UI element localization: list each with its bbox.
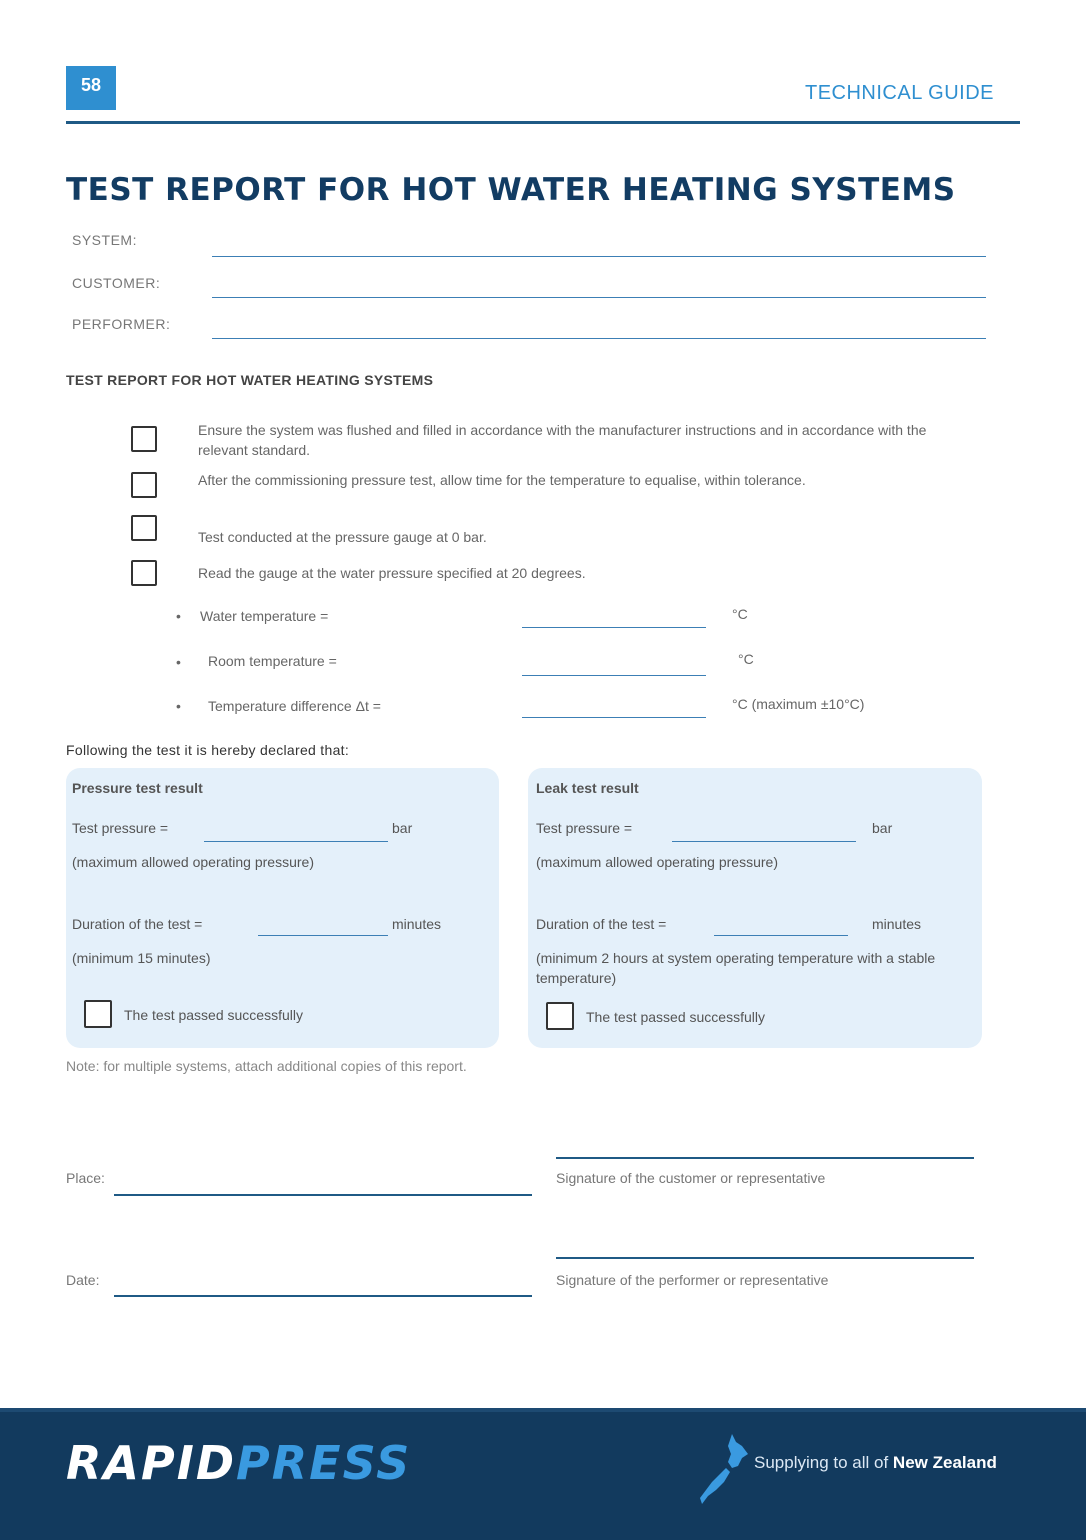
check-3-text: Test conducted at the pressure gauge at 0 bar. [198, 529, 487, 545]
water-temp-field[interactable] [522, 627, 706, 628]
leak-duration-field[interactable] [714, 935, 848, 936]
pressure-passed-checkbox[interactable] [84, 1000, 112, 1028]
customer-field[interactable] [212, 297, 986, 298]
date-field[interactable] [114, 1295, 532, 1297]
rapidpress-logo [66, 1436, 411, 1490]
performer-label: PERFORMER: [72, 316, 171, 332]
temp-diff-unit: °C (maximum ±10°C) [732, 696, 865, 712]
declaration-text: Following the test it is hereby declared that: [66, 742, 350, 758]
check-2-checkbox[interactable] [131, 472, 157, 498]
leak-pressure-field[interactable] [672, 841, 856, 842]
date-label: Date: [66, 1272, 100, 1288]
pressure-label: Test pressure = [72, 820, 169, 836]
logo-part-rapid: RAPID [66, 1436, 237, 1490]
check-1-text: Ensure the system was flushed and filled in accordance with the manufacturer instructions and in accordance with the relevant standard. [198, 422, 927, 458]
pressure-panel-title: Pressure test result [72, 780, 203, 796]
pressure-passed-label: The test passed successfully [124, 1007, 303, 1023]
leak-duration-label: Duration of the test = [536, 916, 667, 932]
leak-passed-checkbox[interactable] [546, 1002, 574, 1030]
system-label: SYSTEM: [72, 232, 137, 248]
leak-test-panel [528, 768, 982, 1048]
performer-signature-label: Signature of the performer or representative [556, 1272, 829, 1288]
bullet-icon: • [176, 698, 181, 714]
bullet-icon: • [176, 654, 181, 670]
bullet-icon: • [176, 608, 181, 624]
page-number: 58 [66, 66, 116, 110]
duration-field[interactable] [258, 935, 388, 936]
room-temp-field[interactable] [522, 675, 706, 676]
system-field[interactable] [212, 256, 986, 257]
tagline-country: New Zealand [892, 1453, 997, 1472]
check-4-text: Read the gauge at the water pressure specified at 20 degrees. [198, 565, 586, 581]
water-temp-unit: °C [732, 606, 748, 622]
duration-note: (minimum 15 minutes) [72, 950, 211, 966]
room-temp-unit: °C [738, 651, 754, 667]
leak-passed-label: The test passed successfully [586, 1009, 765, 1025]
footnote: Note: for multiple systems, attach additional copies of this report. [66, 1058, 467, 1074]
temp-diff-field[interactable] [522, 717, 706, 718]
place-label: Place: [66, 1170, 105, 1186]
place-field[interactable] [114, 1194, 532, 1196]
leak-pressure-label: Test pressure = [536, 820, 633, 836]
leak-panel-title: Leak test result [536, 780, 639, 796]
pressure-unit: bar [392, 820, 413, 836]
performer-signature-field[interactable] [556, 1257, 974, 1259]
water-temp-label: Water temperature = [200, 608, 329, 624]
header-divider [66, 121, 1020, 124]
pressure-note: (maximum allowed operating pressure) [72, 854, 314, 870]
duration-unit: minutes [392, 916, 442, 932]
footer-tagline [754, 1453, 997, 1473]
temp-diff-label: Temperature difference Δt = [208, 698, 381, 714]
logo-part-press: PRESS [236, 1436, 412, 1490]
check-4-checkbox[interactable] [131, 560, 157, 586]
new-zealand-map-icon [698, 1432, 750, 1506]
guide-label: TECHNICAL GUIDE [804, 82, 994, 104]
leak-pressure-unit: bar [872, 820, 893, 836]
room-temp-label: Room temperature = [208, 653, 337, 669]
leak-duration-note: (minimum 2 hours at system operating temperature with a stable temperature) [536, 950, 936, 986]
customer-signature-label: Signature of the customer or representative [556, 1170, 826, 1186]
duration-label: Duration of the test = [72, 916, 203, 932]
customer-label: CUSTOMER: [72, 275, 161, 291]
tagline-prefix: Supplying to all of [754, 1453, 893, 1472]
section-heading: TEST REPORT FOR HOT WATER HEATING SYSTEMS [66, 372, 434, 388]
leak-duration-unit: minutes [872, 916, 922, 932]
check-1-checkbox[interactable] [131, 426, 157, 452]
customer-signature-field[interactable] [556, 1157, 974, 1159]
performer-field[interactable] [212, 338, 986, 339]
page-title: TEST REPORT FOR HOT WATER HEATING SYSTEMS [66, 172, 956, 208]
check-3-checkbox[interactable] [131, 515, 157, 541]
leak-pressure-note: (maximum allowed operating pressure) [536, 854, 778, 870]
pressure-field[interactable] [204, 841, 388, 842]
check-2-text: After the commissioning pressure test, allow time for the temperature to equalise, within tolerance. [198, 472, 806, 488]
